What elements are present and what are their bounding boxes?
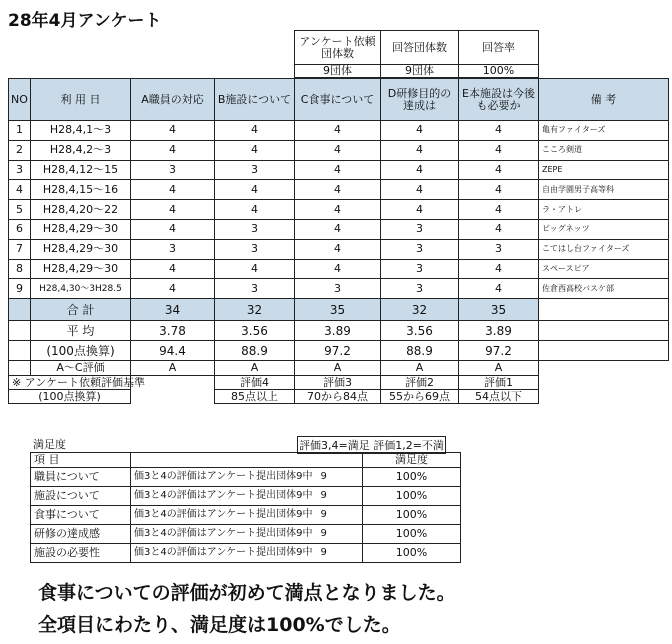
criteria-name-4: 評価4: [215, 376, 295, 390]
row-date: H28,4,2～3: [31, 140, 131, 160]
summary-requested-value: 9団体: [295, 65, 381, 78]
satisfaction-table: [30, 452, 461, 563]
row-note: ラ・アトレ: [539, 200, 669, 220]
row-date: H28,4,30～3H28.5: [31, 279, 131, 299]
total-b: 32: [215, 299, 295, 321]
table-row: [9, 121, 669, 141]
row-score-c: 4: [295, 121, 381, 141]
row-score-a: 4: [131, 219, 215, 239]
col-header-date: 利 用 日: [31, 79, 131, 121]
row-score-a: 4: [131, 200, 215, 220]
satisfaction-desc-cell: [131, 525, 363, 544]
grade-b: A: [215, 361, 295, 376]
satisfaction-row: [31, 506, 461, 525]
row-no: 4: [9, 180, 31, 200]
col-header-d: D研修目的の 達成は: [381, 79, 459, 121]
summary-header-requested: アンケート依頼 団体数: [295, 31, 381, 65]
average-c: 3.89: [295, 321, 381, 341]
row-score-d: 3: [381, 259, 459, 279]
row-score-a: 4: [131, 279, 215, 299]
col-header-e: E本施設は今後も必要か: [459, 79, 539, 121]
row-score-b: 4: [215, 259, 295, 279]
criteria-range-3: 70から84点: [295, 390, 381, 404]
row-score-d: 4: [381, 160, 459, 180]
satisfaction-count: 9: [320, 471, 327, 482]
row-score-b: 3: [215, 239, 295, 259]
satisfaction-row: [31, 525, 461, 544]
row-note: 佐倉西高校バスケ部: [539, 279, 669, 299]
score100-b: 88.9: [215, 341, 295, 361]
row-score-c: 4: [295, 180, 381, 200]
satisfaction-desc: 価3と4の評価はアンケート提出団体9中: [134, 490, 313, 501]
row-score-e: 4: [459, 121, 539, 141]
row-score-d: 4: [381, 121, 459, 141]
row-score-d: 4: [381, 200, 459, 220]
average-d: 3.56: [381, 321, 459, 341]
grade-d: A: [381, 361, 459, 376]
row-score-e: 4: [459, 200, 539, 220]
score100-d: 88.9: [381, 341, 459, 361]
footer-line-1: 食事についての評価が初めて満点となりました。: [38, 582, 456, 604]
total-d: 32: [381, 299, 459, 321]
satisfaction-item: 研修の達成感: [31, 525, 131, 544]
score100-label: (100点換算): [31, 341, 131, 361]
row-no: 5: [9, 200, 31, 220]
row-score-c: 4: [295, 239, 381, 259]
row-score-e: 4: [459, 279, 539, 299]
satisfaction-desc: 価3と4の評価はアンケート提出団体9中: [134, 509, 313, 520]
row-score-e: 4: [459, 160, 539, 180]
total-c: 35: [295, 299, 381, 321]
row-no: 6: [9, 219, 31, 239]
row-score-c: 4: [295, 160, 381, 180]
row-score-d: 3: [381, 239, 459, 259]
criteria-name-2: 評価2: [381, 376, 459, 390]
summary-responded-value: 9団体: [381, 65, 459, 78]
row-score-b: 4: [215, 140, 295, 160]
evaluation-table: [8, 78, 669, 404]
table-row: [9, 200, 669, 220]
footer-line-2: 全項目にわたり、満足度は100%でした。: [38, 614, 401, 636]
row-date: H28,4,29～30: [31, 259, 131, 279]
total-label: 合 計: [31, 299, 131, 321]
row-score-c: 4: [295, 140, 381, 160]
table-row: [9, 160, 669, 180]
row-date: H28,4,12～15: [31, 160, 131, 180]
criteria-range-4: 85点以上: [215, 390, 295, 404]
row-note: 亀有ファイターズ: [539, 121, 669, 141]
row-no: 1: [9, 121, 31, 141]
satisfaction-count: 9: [320, 509, 327, 520]
satisfaction-count: 9: [320, 547, 327, 558]
row-note: ZEPE: [539, 160, 669, 180]
satisfaction-item: 職員について: [31, 468, 131, 487]
satisfaction-desc-cell: [131, 487, 363, 506]
row-score-e: 4: [459, 219, 539, 239]
row-no: 9: [9, 279, 31, 299]
criteria-sublabel: (100点換算): [9, 390, 131, 404]
row-score-d: 4: [381, 140, 459, 160]
criteria-name-1: 評価1: [459, 376, 539, 390]
satisfaction-legend: 評価3,4=満足 評価1,2=不満: [297, 436, 446, 454]
row-note: こてはし台ファイターズ: [539, 239, 669, 259]
row-score-b: 4: [215, 200, 295, 220]
row-score-b: 3: [215, 219, 295, 239]
row-note: こころ剣道: [539, 140, 669, 160]
satisfaction-desc: 価3と4の評価はアンケート提出団体9中: [134, 547, 313, 558]
satisfaction-pct: 100%: [363, 487, 461, 506]
row-score-b: 4: [215, 121, 295, 141]
page-title: 28年4月アンケート: [8, 11, 162, 31]
satisfaction-desc: 価3と4の評価はアンケート提出団体9中: [134, 528, 313, 539]
row-score-c: 3: [295, 279, 381, 299]
row-score-a: 4: [131, 180, 215, 200]
row-score-a: 4: [131, 140, 215, 160]
table-row: [9, 279, 669, 299]
row-note: ビッグネッツ: [539, 219, 669, 239]
score100-c: 97.2: [295, 341, 381, 361]
satisfaction-pct: 100%: [363, 544, 461, 563]
criteria-name-3: 評価3: [295, 376, 381, 390]
summary-table: [294, 30, 539, 78]
row-date: H28,4,29～30: [31, 239, 131, 259]
row-score-a: 3: [131, 160, 215, 180]
col-header-a: A職員の対応: [131, 79, 215, 121]
row-no: 2: [9, 140, 31, 160]
summary-header-rate: 回答率: [459, 31, 539, 65]
criteria-range-2: 55から69点: [381, 390, 459, 404]
row-score-a: 4: [131, 121, 215, 141]
row-date: H28,4,29～30: [31, 219, 131, 239]
criteria-label: ※ アンケート依頼評価基準: [9, 376, 131, 390]
row-score-e: 4: [459, 259, 539, 279]
row-no: 8: [9, 259, 31, 279]
row-score-e: 4: [459, 180, 539, 200]
row-score-a: 3: [131, 239, 215, 259]
satisfaction-count: 9: [320, 490, 327, 501]
score100-a: 94.4: [131, 341, 215, 361]
row-score-d: 3: [381, 219, 459, 239]
satisfaction-desc: 価3と4の評価はアンケート提出団体9中: [134, 471, 313, 482]
satisfaction-desc-cell: [131, 468, 363, 487]
table-row: [9, 259, 669, 279]
satisfaction-header-item: 項 目: [31, 453, 131, 468]
satisfaction-desc-cell: [131, 544, 363, 563]
row-date: H28,4,20～22: [31, 200, 131, 220]
col-header-note: 備 考: [539, 79, 669, 121]
summary-rate-value: 100%: [459, 65, 539, 78]
table-row: [9, 140, 669, 160]
table-row: [9, 219, 669, 239]
grade-c: A: [295, 361, 381, 376]
grade-label: A～C評価: [31, 361, 131, 376]
grade-a: A: [131, 361, 215, 376]
summary-header-responded: 回答団体数: [381, 31, 459, 65]
satisfaction-pct: 100%: [363, 468, 461, 487]
row-note: スペースピア: [539, 259, 669, 279]
row-score-a: 4: [131, 259, 215, 279]
criteria-range-1: 54点以下: [459, 390, 539, 404]
total-a: 34: [131, 299, 215, 321]
row-note: 自由学園男子高等科: [539, 180, 669, 200]
satisfaction-item: 食事について: [31, 506, 131, 525]
row-score-c: 4: [295, 259, 381, 279]
row-score-b: 3: [215, 279, 295, 299]
row-score-b: 3: [215, 160, 295, 180]
row-date: H28,4,1～3: [31, 121, 131, 141]
row-score-c: 4: [295, 219, 381, 239]
average-b: 3.56: [215, 321, 295, 341]
col-header-c: C食事について: [295, 79, 381, 121]
satisfaction-desc-cell: [131, 506, 363, 525]
score100-e: 97.2: [459, 341, 539, 361]
total-e: 35: [459, 299, 539, 321]
average-a: 3.78: [131, 321, 215, 341]
table-row: [9, 239, 669, 259]
row-score-d: 4: [381, 180, 459, 200]
average-e: 3.89: [459, 321, 539, 341]
row-score-b: 4: [215, 180, 295, 200]
satisfaction-item: 施設の必要性: [31, 544, 131, 563]
grade-e: A: [459, 361, 539, 376]
satisfaction-pct: 100%: [363, 506, 461, 525]
row-date: H28,4,15～16: [31, 180, 131, 200]
satisfaction-pct: 100%: [363, 525, 461, 544]
row-score-e: 3: [459, 239, 539, 259]
col-header-b: B施設について: [215, 79, 295, 121]
satisfaction-title: 満足度: [33, 438, 66, 451]
satisfaction-row: [31, 544, 461, 563]
row-score-d: 3: [381, 279, 459, 299]
satisfaction-count: 9: [320, 528, 327, 539]
average-label: 平 均: [31, 321, 131, 341]
satisfaction-header-pct: 満足度: [363, 453, 461, 468]
satisfaction-item: 施設について: [31, 487, 131, 506]
row-no: 3: [9, 160, 31, 180]
col-header-no: NO: [9, 79, 31, 121]
row-score-e: 4: [459, 140, 539, 160]
row-no: 7: [9, 239, 31, 259]
table-row: [9, 180, 669, 200]
satisfaction-row: [31, 487, 461, 506]
satisfaction-row: [31, 468, 461, 487]
row-score-c: 4: [295, 200, 381, 220]
